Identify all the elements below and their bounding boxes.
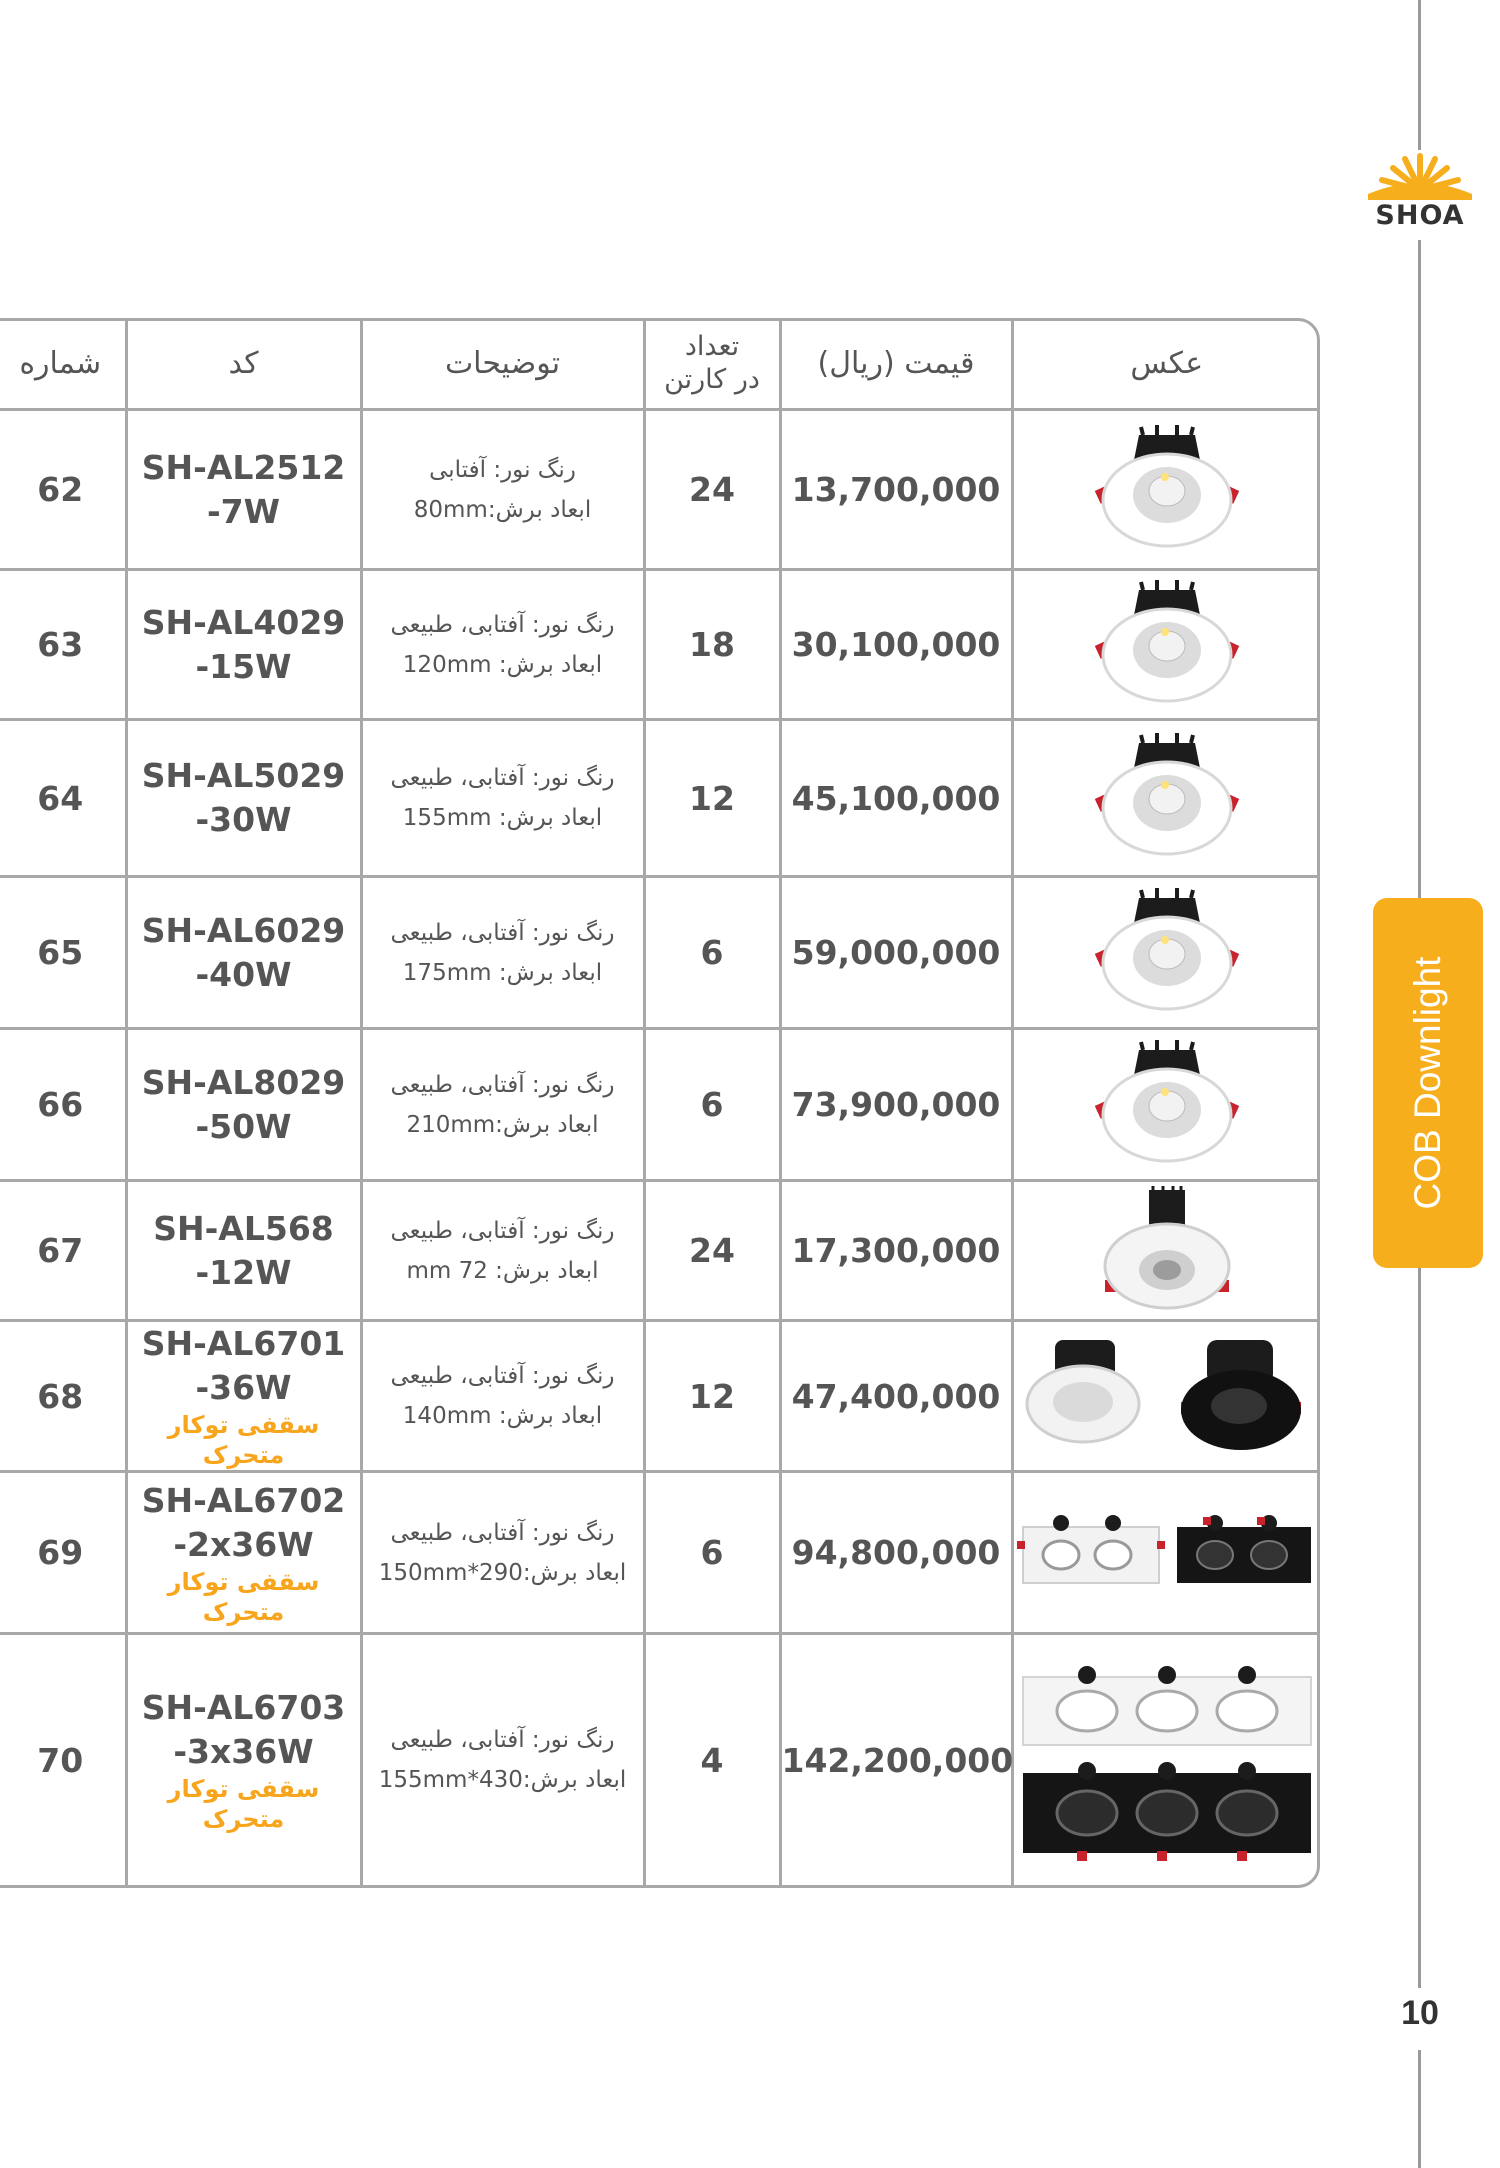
row-description xyxy=(361,410,644,570)
row-code xyxy=(126,410,361,570)
table-row xyxy=(0,570,1320,720)
row-photo xyxy=(1012,1634,1320,1886)
row-photo xyxy=(1012,570,1320,720)
single-downlight-icon xyxy=(1014,733,1321,863)
table-row xyxy=(0,877,1320,1029)
header-description: توضیحات xyxy=(361,318,644,410)
row-number: 62 xyxy=(0,410,126,570)
row-photo xyxy=(1012,720,1320,877)
row-price: 142,200,000 xyxy=(780,1634,1012,1886)
row-code xyxy=(126,877,361,1029)
row-code-wattage: -3x36W xyxy=(173,1732,314,1772)
row-code-model: SH-AL4029 xyxy=(141,602,346,642)
row-type-tag: سقفی توکار متحرک xyxy=(167,1567,320,1626)
category-tab-label: COB Downlight xyxy=(1407,956,1448,1210)
row-description xyxy=(361,1634,644,1886)
row-code xyxy=(126,1181,361,1321)
header-quantity xyxy=(644,318,780,410)
table-row xyxy=(0,1634,1320,1886)
row-quantity: 6 xyxy=(644,877,780,1029)
row-photo xyxy=(1012,1472,1320,1634)
row-code-wattage: -15W xyxy=(195,646,292,686)
row-photo xyxy=(1012,410,1320,570)
category-tab xyxy=(1373,898,1483,1268)
table-row xyxy=(0,1029,1320,1181)
row-price: 47,400,000 xyxy=(780,1321,1012,1472)
gimbal-downlight-icon xyxy=(1014,1186,1321,1316)
row-cut-size: ابعاد برش:290*150mm xyxy=(378,1559,627,1586)
row-code xyxy=(126,1634,361,1886)
row-code xyxy=(126,1472,361,1634)
double-downlight-icon xyxy=(1014,1336,1321,1456)
row-description xyxy=(361,1321,644,1472)
row-price: 17,300,000 xyxy=(780,1181,1012,1321)
twin-downlight-icon xyxy=(1014,1513,1321,1593)
row-price: 73,900,000 xyxy=(780,1029,1012,1181)
row-quantity: 12 xyxy=(644,1321,780,1472)
row-cut-size: ابعاد برش: 175mm xyxy=(402,959,603,986)
row-description xyxy=(361,720,644,877)
row-code-model: SH-AL6703 xyxy=(141,1688,346,1728)
row-quantity: 18 xyxy=(644,570,780,720)
side-rail-top xyxy=(1418,0,1421,150)
row-light-color: رنگ نور: آفتابی، طبیعی xyxy=(390,1727,615,1754)
row-photo xyxy=(1012,877,1320,1029)
row-description xyxy=(361,1181,644,1321)
row-code-wattage: -30W xyxy=(195,800,292,839)
table-row xyxy=(0,1181,1320,1321)
row-cut-size: ابعاد برش: 120mm xyxy=(402,651,603,678)
row-code-wattage: -36W xyxy=(195,1368,292,1407)
triple-downlight-icon xyxy=(1014,1655,1321,1865)
row-code-wattage: -7W xyxy=(206,491,281,531)
row-quantity: 12 xyxy=(644,720,780,877)
row-type-tag: سقفی توکار متحرک xyxy=(167,1411,320,1469)
row-number: 70 xyxy=(0,1634,126,1886)
single-downlight-icon xyxy=(1014,1040,1321,1170)
row-type-tag: سقفی توکار متحرک xyxy=(167,1775,320,1834)
row-cut-size: ابعاد برش: 72 mm xyxy=(406,1257,599,1284)
row-light-color: رنگ نور: آفتابی، طبیعی xyxy=(390,1217,615,1244)
row-number: 67 xyxy=(0,1181,126,1321)
row-price: 45,100,000 xyxy=(780,720,1012,877)
single-downlight-icon xyxy=(1014,888,1321,1018)
header-quantity-line2: در کارتن xyxy=(664,364,760,395)
row-code xyxy=(126,1029,361,1181)
side-rail-lower xyxy=(1418,1268,1421,1988)
row-cut-size: ابعاد برش:430*155mm xyxy=(378,1767,627,1794)
row-photo xyxy=(1012,1181,1320,1321)
table-row xyxy=(0,1472,1320,1634)
table-row xyxy=(0,1321,1320,1472)
row-photo xyxy=(1012,1321,1320,1472)
header-code: کد xyxy=(126,318,361,410)
table-header-row xyxy=(0,318,1320,410)
row-light-color: رنگ نور: آفتابی، طبیعی xyxy=(390,1519,615,1546)
row-light-color: رنگ نور: آفتابی، طبیعی xyxy=(390,765,615,791)
row-code-model: SH-AL8029 xyxy=(141,1062,346,1102)
row-quantity: 6 xyxy=(644,1029,780,1181)
row-light-color: رنگ نور: آفتابی، طبیعی xyxy=(390,919,615,946)
row-description xyxy=(361,1472,644,1634)
row-code-wattage: -12W xyxy=(195,1252,292,1292)
row-price: 30,100,000 xyxy=(780,570,1012,720)
row-price: 94,800,000 xyxy=(780,1472,1012,1634)
row-cut-size: ابعاد برش:80mm xyxy=(413,496,592,523)
row-number: 64 xyxy=(0,720,126,877)
single-downlight-icon xyxy=(1014,580,1321,710)
header-quantity-line1: تعداد xyxy=(684,331,740,362)
header-photo: عکس xyxy=(1012,318,1320,410)
sun-rays-icon xyxy=(1360,150,1480,202)
header-number: شماره xyxy=(0,318,126,410)
page-number: 10 xyxy=(1390,1994,1450,2033)
row-cut-size: ابعاد برش: 155mm xyxy=(402,805,603,831)
row-light-color: رنگ نور: آفتابی، طبیعی xyxy=(390,1071,615,1098)
row-code-model: SH-AL6029 xyxy=(141,910,346,950)
row-code-wattage: -50W xyxy=(195,1106,292,1146)
row-code-model: SH-AL6702 xyxy=(141,1480,346,1520)
table-row xyxy=(0,720,1320,877)
row-light-color: رنگ نور: آفتابی، طبیعی xyxy=(390,611,615,638)
single-downlight-icon xyxy=(1014,425,1321,555)
row-description xyxy=(361,1029,644,1181)
row-price: 13,700,000 xyxy=(780,410,1012,570)
row-description xyxy=(361,877,644,1029)
row-number: 66 xyxy=(0,1029,126,1181)
table-row xyxy=(0,410,1320,570)
row-code-wattage: -2x36W xyxy=(173,1524,314,1564)
brand-logo xyxy=(1360,150,1480,230)
row-code xyxy=(126,570,361,720)
row-cut-size: ابعاد برش: 140mm xyxy=(402,1403,603,1429)
price-table xyxy=(0,318,1320,1886)
row-number: 65 xyxy=(0,877,126,1029)
row-price: 59,000,000 xyxy=(780,877,1012,1029)
row-code-model: SH-AL2512 xyxy=(141,447,346,487)
row-code-model: SH-AL568 xyxy=(153,1208,334,1248)
row-code xyxy=(126,1321,361,1472)
row-code-wattage: -40W xyxy=(195,954,292,994)
row-number: 68 xyxy=(0,1321,126,1472)
row-code xyxy=(126,720,361,877)
row-quantity: 6 xyxy=(644,1472,780,1634)
row-light-color: رنگ نور: آفتابی xyxy=(429,456,576,483)
row-quantity: 24 xyxy=(644,410,780,570)
row-cut-size: ابعاد برش:210mm xyxy=(406,1111,599,1138)
row-light-color: رنگ نور: آفتابی، طبیعی xyxy=(390,1363,615,1389)
row-photo xyxy=(1012,1029,1320,1181)
row-number: 63 xyxy=(0,570,126,720)
side-rail-bottom xyxy=(1418,2050,1421,2168)
header-price: قیمت (ریال) xyxy=(780,318,1012,410)
brand-name: SHOA xyxy=(1375,200,1465,231)
row-quantity: 4 xyxy=(644,1634,780,1886)
row-code-model: SH-AL5029 xyxy=(141,756,346,795)
row-description xyxy=(361,570,644,720)
row-quantity: 24 xyxy=(644,1181,780,1321)
row-number: 69 xyxy=(0,1472,126,1634)
side-rail-middle xyxy=(1418,240,1421,898)
row-code-model: SH-AL6701 xyxy=(141,1324,346,1363)
